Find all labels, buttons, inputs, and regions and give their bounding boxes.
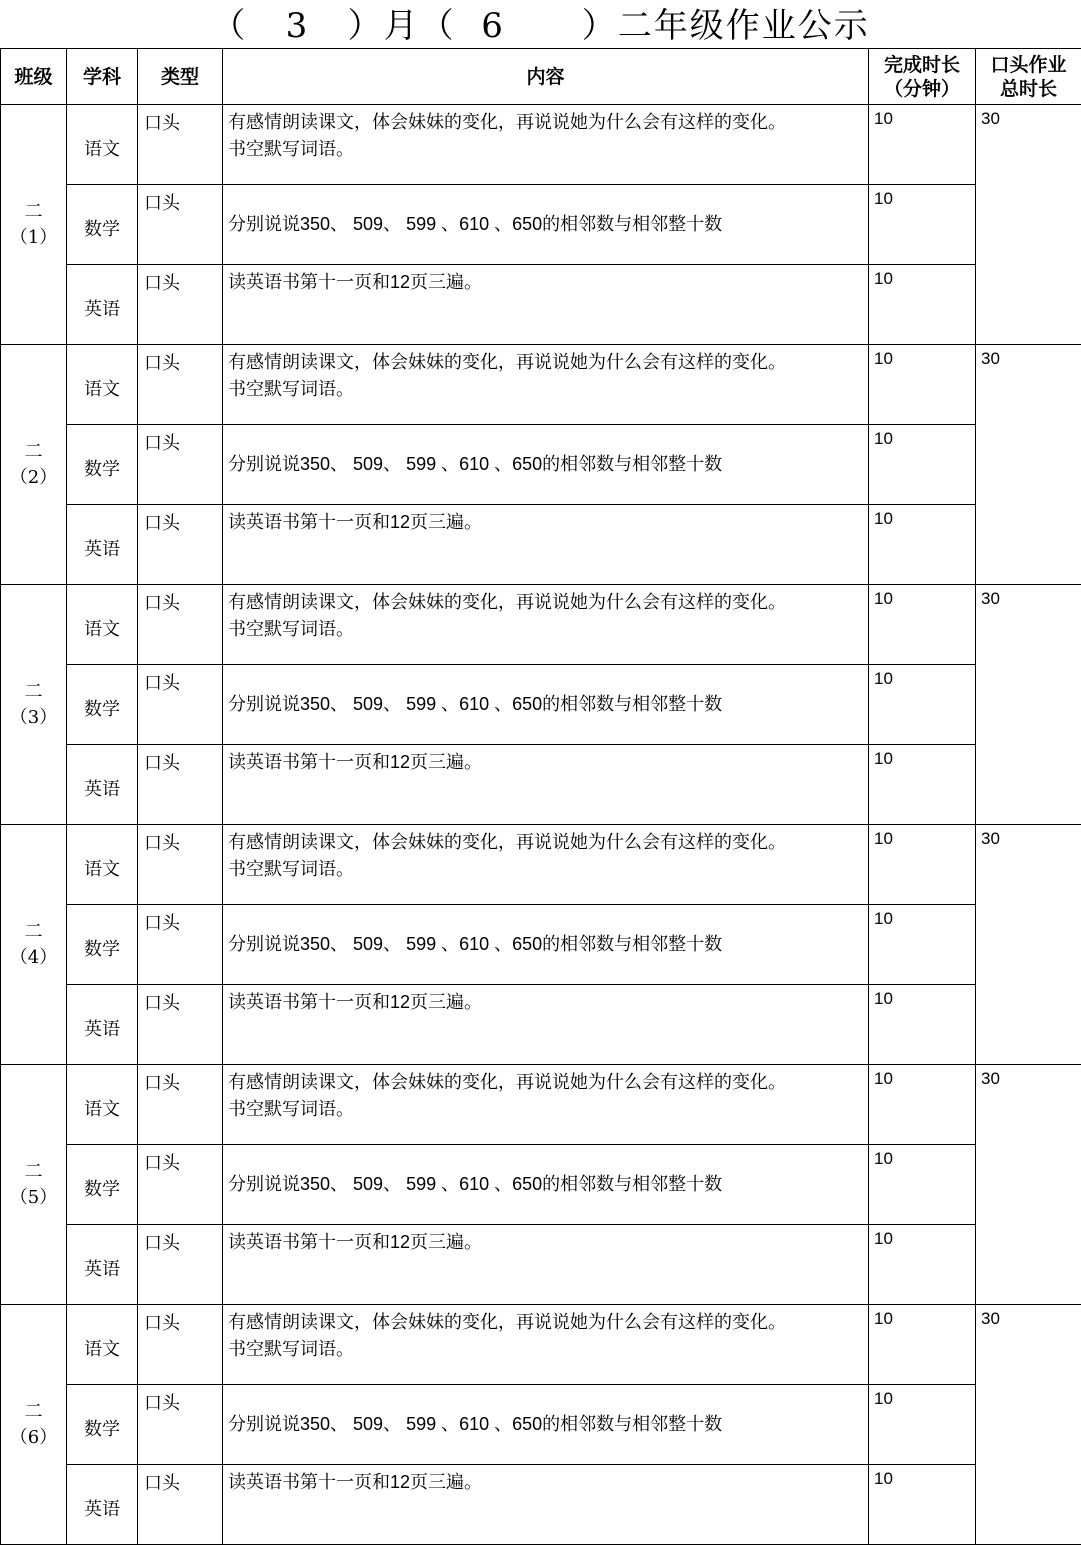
content-cell: 读英语书第十一页和12页三遍。 bbox=[223, 1465, 869, 1545]
subject-label: 语文 bbox=[67, 849, 137, 881]
content-line1: 有感情朗读课文，体会妹妹的变化，再说说她为什么会有这样的变化。 bbox=[228, 349, 868, 376]
content-cell: 分别说说350、 509、 599 、610 、650的相邻数与相邻整十数 bbox=[223, 425, 869, 505]
minutes-cell: 10 bbox=[869, 505, 976, 585]
minutes-cell: 10 bbox=[869, 1065, 976, 1145]
type-cell: 口头 bbox=[138, 1385, 223, 1465]
table-row bbox=[1, 1465, 1081, 1545]
content-cell: 分别说说350、 509、 599 、610 、650的相邻数与相邻整十数 bbox=[223, 1145, 869, 1225]
table-row bbox=[1, 265, 1081, 345]
type-cell: 口头 bbox=[138, 505, 223, 585]
header-subject: 学科 bbox=[67, 49, 138, 105]
class-cell bbox=[1, 345, 67, 585]
type-cell: 口头 bbox=[138, 985, 223, 1065]
minutes-cell: 10 bbox=[869, 1225, 976, 1305]
subject-cell bbox=[67, 185, 138, 265]
content-cell: 读英语书第十一页和12页三遍。 bbox=[223, 505, 869, 585]
content-cell: 读英语书第十一页和12页三遍。 bbox=[223, 985, 869, 1065]
class-cell bbox=[1, 1305, 67, 1545]
type-cell: 口头 bbox=[138, 1305, 223, 1385]
content-line1: 有感情朗读课文，体会妹妹的变化，再说说她为什么会有这样的变化。 bbox=[228, 829, 868, 856]
class-grade: 二 bbox=[1, 679, 66, 705]
oral-total-cell: 30 bbox=[976, 105, 1081, 345]
header-row bbox=[1, 49, 1081, 105]
subject-label: 数学 bbox=[67, 929, 137, 961]
header-content: 内容 bbox=[223, 49, 869, 105]
subject-label: 英语 bbox=[67, 289, 137, 321]
type-cell: 口头 bbox=[138, 745, 223, 825]
content-line2: 书空默写词语。 bbox=[228, 376, 868, 403]
subject-cell bbox=[67, 505, 138, 585]
subject-cell bbox=[67, 665, 138, 745]
class-grade: 二 bbox=[1, 199, 66, 225]
type-cell: 口头 bbox=[138, 105, 223, 185]
subject-label: 英语 bbox=[67, 1249, 137, 1281]
type-cell: 口头 bbox=[138, 1065, 223, 1145]
type-cell: 口头 bbox=[138, 1465, 223, 1545]
content-cell bbox=[223, 1305, 869, 1385]
header-oral-total-line1: 口头作业 bbox=[976, 53, 1081, 77]
minutes-cell: 10 bbox=[869, 105, 976, 185]
content-cell: 读英语书第十一页和12页三遍。 bbox=[223, 745, 869, 825]
oral-total-cell: 30 bbox=[976, 825, 1081, 1065]
subject-label: 数学 bbox=[67, 1169, 137, 1201]
table-row bbox=[1, 905, 1081, 985]
table-row bbox=[1, 665, 1081, 745]
subject-label: 语文 bbox=[67, 1329, 137, 1361]
subject-cell bbox=[67, 1065, 138, 1145]
minutes-cell: 10 bbox=[869, 985, 976, 1065]
minutes-cell: 10 bbox=[869, 1145, 976, 1225]
oral-total-cell: 30 bbox=[976, 1065, 1081, 1305]
minutes-cell: 10 bbox=[869, 745, 976, 825]
content-line2: 书空默写词语。 bbox=[228, 1336, 868, 1363]
table-row bbox=[1, 745, 1081, 825]
subject-cell bbox=[67, 1385, 138, 1465]
minutes-cell: 10 bbox=[869, 905, 976, 985]
class-cell bbox=[1, 1065, 67, 1305]
class-grade: 二 bbox=[1, 1159, 66, 1185]
minutes-cell: 10 bbox=[869, 585, 976, 665]
table-row bbox=[1, 1225, 1081, 1305]
subject-label: 数学 bbox=[67, 449, 137, 481]
header-type: 类型 bbox=[138, 49, 223, 105]
subject-label: 语文 bbox=[67, 609, 137, 641]
minutes-cell: 10 bbox=[869, 1385, 976, 1465]
table-row bbox=[1, 985, 1081, 1065]
subject-label: 数学 bbox=[67, 689, 137, 721]
table-row bbox=[1, 185, 1081, 265]
type-cell: 口头 bbox=[138, 585, 223, 665]
subject-cell bbox=[67, 905, 138, 985]
oral-total-cell: 30 bbox=[976, 585, 1081, 825]
table-row bbox=[1, 105, 1081, 185]
content-line1: 有感情朗读课文，体会妹妹的变化，再说说她为什么会有这样的变化。 bbox=[228, 109, 868, 136]
type-cell: 口头 bbox=[138, 185, 223, 265]
class-number: （5） bbox=[1, 1185, 66, 1211]
header-duration-line1: 完成时长 bbox=[869, 53, 975, 77]
oral-total-cell: 30 bbox=[976, 345, 1081, 585]
header-oral-total bbox=[976, 49, 1081, 105]
type-cell: 口头 bbox=[138, 905, 223, 985]
header-duration-line2: （分钟） bbox=[869, 77, 975, 101]
subject-cell bbox=[67, 105, 138, 185]
content-line2: 书空默写词语。 bbox=[228, 1096, 868, 1123]
subject-cell bbox=[67, 1225, 138, 1305]
content-line1: 有感情朗读课文，体会妹妹的变化，再说说她为什么会有这样的变化。 bbox=[228, 589, 868, 616]
minutes-cell: 10 bbox=[869, 825, 976, 905]
minutes-cell: 10 bbox=[869, 665, 976, 745]
type-cell: 口头 bbox=[138, 665, 223, 745]
subject-cell bbox=[67, 745, 138, 825]
table-row bbox=[1, 425, 1081, 505]
subject-label: 英语 bbox=[67, 769, 137, 801]
subject-cell bbox=[67, 1465, 138, 1545]
type-cell: 口头 bbox=[138, 265, 223, 345]
minutes-cell: 10 bbox=[869, 425, 976, 505]
table-body bbox=[1, 105, 1081, 1545]
content-line1: 有感情朗读课文，体会妹妹的变化，再说说她为什么会有这样的变化。 bbox=[228, 1069, 868, 1096]
class-number: （6） bbox=[1, 1425, 66, 1451]
subject-label: 英语 bbox=[67, 1009, 137, 1041]
subject-cell bbox=[67, 1145, 138, 1225]
content-line2: 书空默写词语。 bbox=[228, 616, 868, 643]
content-cell: 分别说说350、 509、 599 、610 、650的相邻数与相邻整十数 bbox=[223, 185, 869, 265]
subject-cell bbox=[67, 585, 138, 665]
subject-label: 数学 bbox=[67, 209, 137, 241]
subject-label: 英语 bbox=[67, 1489, 137, 1521]
table-row bbox=[1, 1305, 1081, 1385]
class-number: （3） bbox=[1, 705, 66, 731]
class-grade: 二 bbox=[1, 919, 66, 945]
table-row bbox=[1, 585, 1081, 665]
content-cell bbox=[223, 825, 869, 905]
minutes-cell: 10 bbox=[869, 265, 976, 345]
header-class: 班级 bbox=[1, 49, 67, 105]
class-grade: 二 bbox=[1, 1399, 66, 1425]
content-cell bbox=[223, 105, 869, 185]
class-number: （4） bbox=[1, 945, 66, 971]
subject-label: 英语 bbox=[67, 529, 137, 561]
subject-label: 语文 bbox=[67, 129, 137, 161]
type-cell: 口头 bbox=[138, 825, 223, 905]
subject-label: 数学 bbox=[67, 1409, 137, 1441]
content-cell bbox=[223, 345, 869, 425]
content-cell bbox=[223, 585, 869, 665]
minutes-cell: 10 bbox=[869, 1465, 976, 1545]
class-number: （2） bbox=[1, 465, 66, 491]
type-cell: 口头 bbox=[138, 1145, 223, 1225]
class-number: （1） bbox=[1, 225, 66, 251]
table-row bbox=[1, 825, 1081, 905]
type-cell: 口头 bbox=[138, 345, 223, 425]
minutes-cell: 10 bbox=[869, 185, 976, 265]
class-cell bbox=[1, 585, 67, 825]
class-cell bbox=[1, 825, 67, 1065]
oral-total-cell: 30 bbox=[976, 1305, 1081, 1545]
subject-cell bbox=[67, 265, 138, 345]
subject-cell bbox=[67, 985, 138, 1065]
content-line2: 书空默写词语。 bbox=[228, 856, 868, 883]
header-duration bbox=[869, 49, 976, 105]
table-row bbox=[1, 345, 1081, 425]
content-cell: 读英语书第十一页和12页三遍。 bbox=[223, 265, 869, 345]
content-cell: 分别说说350、 509、 599 、610 、650的相邻数与相邻整十数 bbox=[223, 1385, 869, 1465]
subject-label: 语文 bbox=[67, 1089, 137, 1121]
subject-label: 语文 bbox=[67, 369, 137, 401]
table-row bbox=[1, 1385, 1081, 1465]
minutes-cell: 10 bbox=[869, 1305, 976, 1385]
class-cell bbox=[1, 105, 67, 345]
content-cell: 分别说说350、 509、 599 、610 、650的相邻数与相邻整十数 bbox=[223, 665, 869, 745]
homework-table bbox=[0, 48, 1081, 1545]
content-line2: 书空默写词语。 bbox=[228, 136, 868, 163]
table-row bbox=[1, 1065, 1081, 1145]
content-line1: 有感情朗读课文，体会妹妹的变化，再说说她为什么会有这样的变化。 bbox=[228, 1309, 868, 1336]
table-row bbox=[1, 505, 1081, 585]
content-cell: 分别说说350、 509、 599 、610 、650的相邻数与相邻整十数 bbox=[223, 905, 869, 985]
page-title: （ 3 ）月（ 6 ）二年级作业公示 bbox=[0, 0, 1081, 48]
content-cell: 读英语书第十一页和12页三遍。 bbox=[223, 1225, 869, 1305]
subject-cell bbox=[67, 345, 138, 425]
type-cell: 口头 bbox=[138, 425, 223, 505]
subject-cell bbox=[67, 825, 138, 905]
subject-cell bbox=[67, 1305, 138, 1385]
type-cell: 口头 bbox=[138, 1225, 223, 1305]
header-oral-total-line2: 总时长 bbox=[976, 77, 1081, 101]
class-grade: 二 bbox=[1, 439, 66, 465]
content-cell bbox=[223, 1065, 869, 1145]
subject-cell bbox=[67, 425, 138, 505]
table-row bbox=[1, 1145, 1081, 1225]
minutes-cell: 10 bbox=[869, 345, 976, 425]
